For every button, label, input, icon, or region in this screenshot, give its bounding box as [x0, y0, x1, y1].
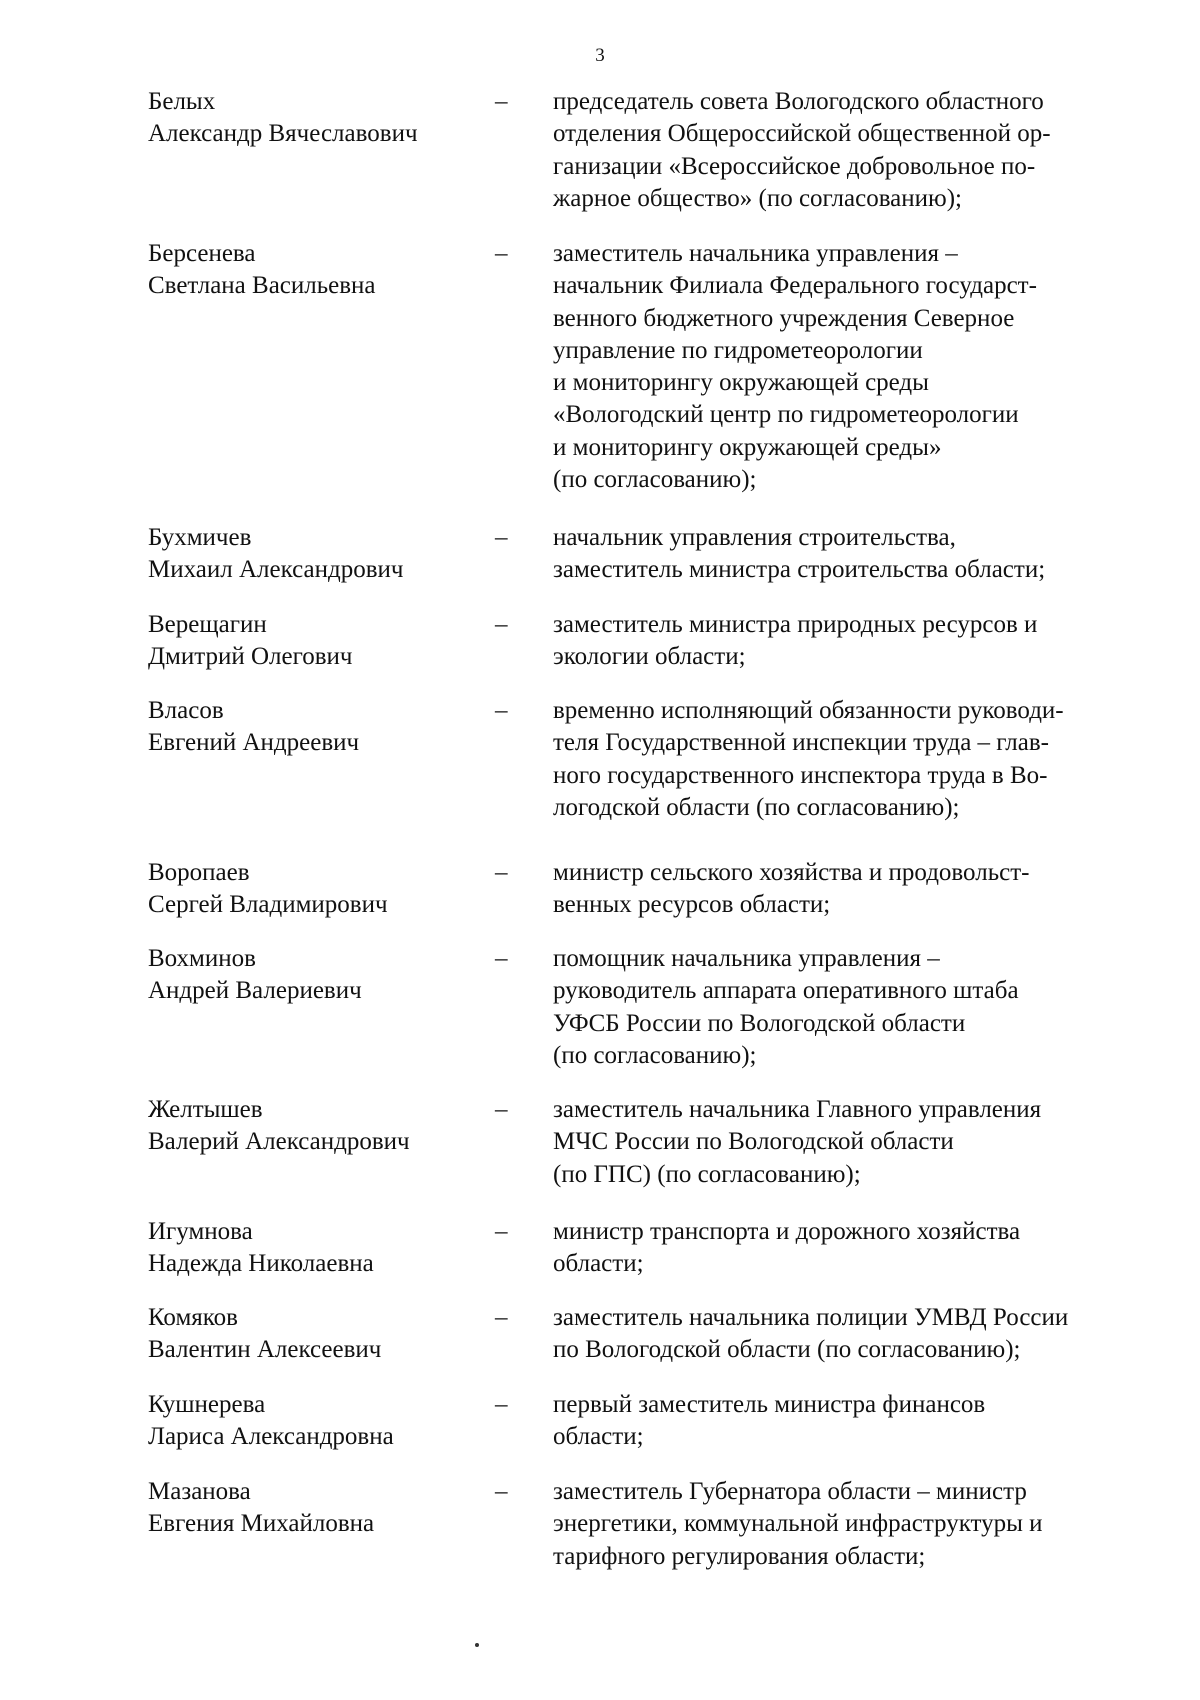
member-name — [148, 609, 478, 673]
position-line: временно исполняющий обязанности руководи- — [553, 697, 1064, 724]
position-line: начальник управления строительства, — [553, 524, 956, 551]
member-position — [553, 1216, 1153, 1281]
separator-dash: – — [495, 859, 508, 886]
position-line: и мониторингу окружающей среды» — [553, 433, 942, 461]
member-name — [148, 695, 478, 759]
separator-dash: – — [495, 697, 508, 724]
position-line: и мониторингу окружающей среды — [553, 369, 929, 397]
member-surname: Мазанова — [148, 1478, 251, 1505]
position-line: помощник начальника управления – — [553, 945, 940, 972]
position-line: «Вологодский центр по гидрометеорологии — [553, 401, 1019, 429]
separator-dash: – — [495, 1096, 508, 1123]
position-line: заместитель начальника полиции УМВД России — [553, 1304, 1069, 1331]
position-line: теля Государственной инспекции труда – глав- — [553, 729, 1049, 757]
position-line: ганизации «Всероссийское добровольное по- — [553, 152, 1036, 180]
position-line: экологии области; — [553, 643, 746, 671]
member-name — [148, 1389, 478, 1453]
member-surname: Желтышев — [148, 1096, 263, 1123]
member-position — [553, 695, 1153, 824]
member-position — [553, 1476, 1153, 1573]
member-surname: Воропаев — [148, 859, 250, 886]
position-line: МЧС России по Вологодской области — [553, 1128, 954, 1156]
position-line: энергетики, коммунальной инфраструктуры и — [553, 1510, 1043, 1538]
member-position — [553, 86, 1153, 215]
position-line: (по ГПС) (по согласованию); — [553, 1160, 861, 1188]
member-surname: Кушнерева — [148, 1391, 266, 1418]
position-line: тарифного регулирования области; — [553, 1542, 926, 1570]
member-given-names: Евгений Андреевич — [148, 729, 360, 756]
member-position — [553, 238, 1153, 496]
position-line: области; — [553, 1423, 644, 1451]
member-position — [553, 857, 1153, 922]
member-given-names: Александр Вячеславович — [148, 120, 418, 147]
separator-dash: – — [495, 524, 508, 551]
separator-dash: – — [495, 1391, 508, 1418]
position-line: председатель совета Вологодского областного — [553, 88, 1044, 115]
position-line: ного государственного инспектора труда в Во- — [553, 761, 1048, 789]
position-line: министр сельского хозяйства и продовольст- — [553, 859, 1030, 886]
member-given-names: Андрей Валериевич — [148, 977, 362, 1004]
member-given-names: Надежда Николаевна — [148, 1250, 374, 1277]
position-line: области; — [553, 1250, 644, 1278]
member-surname: Бухмичев — [148, 524, 252, 551]
separator-dash: – — [495, 1304, 508, 1331]
member-position — [553, 522, 1153, 587]
scan-artifact-dot — [475, 1643, 479, 1647]
separator-dash: – — [495, 945, 508, 972]
member-name — [148, 857, 478, 921]
member-surname: Берсенева — [148, 240, 256, 267]
member-surname: Власов — [148, 697, 224, 724]
position-line: (по согласованию); — [553, 466, 757, 494]
member-name — [148, 522, 478, 586]
member-name — [148, 1094, 478, 1158]
member-position — [553, 609, 1153, 674]
member-given-names: Евгения Михайловна — [148, 1510, 375, 1537]
member-position — [553, 1389, 1153, 1454]
position-line: (по согласованию); — [553, 1041, 757, 1069]
member-given-names: Сергей Владимирович — [148, 891, 388, 918]
member-name — [148, 943, 478, 1007]
position-line: отделения Общероссийской общественной ор- — [553, 120, 1051, 148]
member-name — [148, 1302, 478, 1366]
position-line: руководитель аппарата оперативного штаба — [553, 977, 1019, 1005]
member-surname: Комяков — [148, 1304, 238, 1331]
separator-dash: – — [495, 1218, 508, 1245]
separator-dash: – — [495, 1478, 508, 1505]
member-given-names: Валерий Александрович — [148, 1128, 410, 1155]
position-line: по Вологодской области (по согласованию); — [553, 1336, 1021, 1364]
position-line: заместитель министра строительства области; — [553, 556, 1046, 584]
member-given-names: Светлана Васильевна — [148, 272, 376, 299]
position-line: заместитель начальника Главного управления — [553, 1096, 1042, 1123]
position-line: заместитель начальника управления – — [553, 240, 958, 267]
member-name — [148, 1216, 478, 1280]
position-line: министр транспорта и дорожного хозяйства — [553, 1218, 1021, 1245]
member-name — [148, 86, 478, 150]
member-given-names: Валентин Алексеевич — [148, 1336, 382, 1363]
position-line: заместитель Губернатора области – министр — [553, 1478, 1027, 1505]
separator-dash: – — [495, 240, 508, 267]
position-line: управление по гидрометеорологии — [553, 336, 923, 364]
member-position — [553, 1094, 1153, 1191]
member-surname: Игумнова — [148, 1218, 253, 1245]
position-line: венного бюджетного учреждения Северное — [553, 304, 1015, 332]
member-position — [553, 943, 1153, 1072]
member-surname: Вохминов — [148, 945, 256, 972]
position-line: первый заместитель министра финансов — [553, 1391, 986, 1418]
position-line: заместитель министра природных ресурсов и — [553, 611, 1038, 638]
position-line: жарное общество» (по согласованию); — [553, 184, 962, 212]
member-name — [148, 238, 478, 302]
separator-dash: – — [495, 88, 508, 115]
separator-dash: – — [495, 611, 508, 638]
member-name — [148, 1476, 478, 1540]
member-given-names: Дмитрий Олегович — [148, 643, 353, 670]
member-surname: Белых — [148, 88, 216, 115]
page-number: 3 — [595, 45, 605, 66]
position-line: начальник Филиала Федерального государст- — [553, 272, 1037, 300]
position-line: УФСБ России по Вологодской области — [553, 1009, 966, 1037]
position-line: логодской области (по согласованию); — [553, 793, 960, 821]
position-line: венных ресурсов области; — [553, 891, 831, 919]
member-surname: Верещагин — [148, 611, 267, 638]
member-position — [553, 1302, 1153, 1367]
member-given-names: Михаил Александрович — [148, 556, 404, 583]
member-given-names: Лариса Александровна — [148, 1423, 394, 1450]
